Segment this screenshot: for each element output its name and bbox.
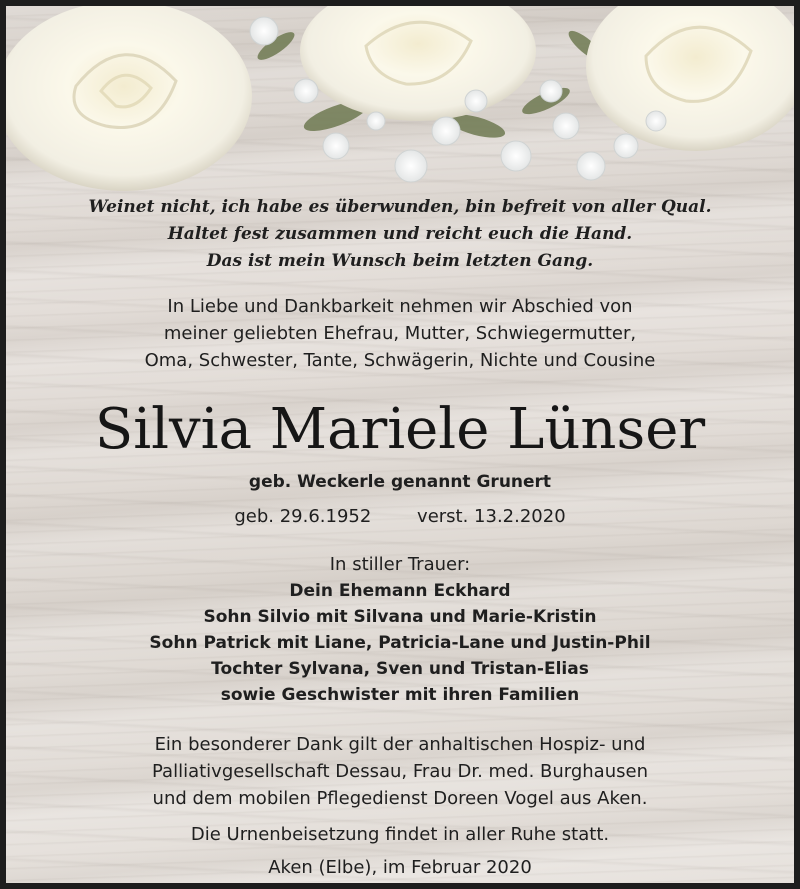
intro-line: meiner geliebten Ehefrau, Mutter, Schwiegermutter,: [163, 323, 637, 344]
mourner-line: Tochter Sylvana, Sven und Tristan-Elias: [211, 659, 589, 679]
burial-note: Die Urnenbeisetzung findet in aller Ruhe statt.: [190, 824, 610, 845]
poem-line: Das ist mein Wunsch beim letzten Gang.: [206, 251, 594, 271]
poem-line: Weinet nicht, ich habe es überwunden, bin befreit von aller Qual.: [88, 197, 712, 217]
thanks-line: Ein besonderer Dank gilt der anhaltischen Hospiz- und: [154, 734, 646, 755]
death-date: verst. 13.2.2020: [417, 506, 566, 527]
birth-name: geb. Weckerle genannt Grunert: [248, 472, 552, 492]
place-and-date: Aken (Elbe), im Februar 2020: [268, 857, 532, 878]
birth-date: geb. 29.6.1952: [234, 506, 372, 527]
deceased-name: Silvia Mariele Lünser: [94, 397, 706, 462]
mourners: [6, 552, 794, 708]
life-dates: [6, 504, 794, 530]
poem-line: Haltet fest zusammen und reicht euch die Hand.: [167, 224, 633, 244]
mourner-line: sowie Geschwister mit ihren Familien: [220, 685, 580, 705]
mourner-line: Sohn Patrick mit Liane, Patricia-Lane und Justin-Phil: [149, 633, 651, 653]
white-roses-decoration-icon: [6, 6, 794, 206]
farewell-intro: [6, 293, 794, 374]
thanks-line: und dem mobilen Pflegedienst Doreen Vogel aus Aken.: [152, 788, 648, 809]
poem: [6, 194, 794, 275]
thanks-line: Palliativgesellschaft Dessau, Frau Dr. med. Burghausen: [152, 761, 648, 782]
intro-line: Oma, Schwester, Tante, Schwägerin, Nichte und Cousine: [144, 350, 656, 371]
mourner-line: Dein Ehemann Eckhard: [289, 581, 511, 601]
intro-line: In Liebe und Dankbarkeit nehmen wir Abschied von: [167, 296, 633, 317]
mourner-line: Sohn Silvio mit Silvana und Marie-Kristin: [203, 607, 597, 627]
acknowledgement: [6, 731, 794, 812]
mourning-heading: In stiller Trauer:: [329, 554, 471, 575]
